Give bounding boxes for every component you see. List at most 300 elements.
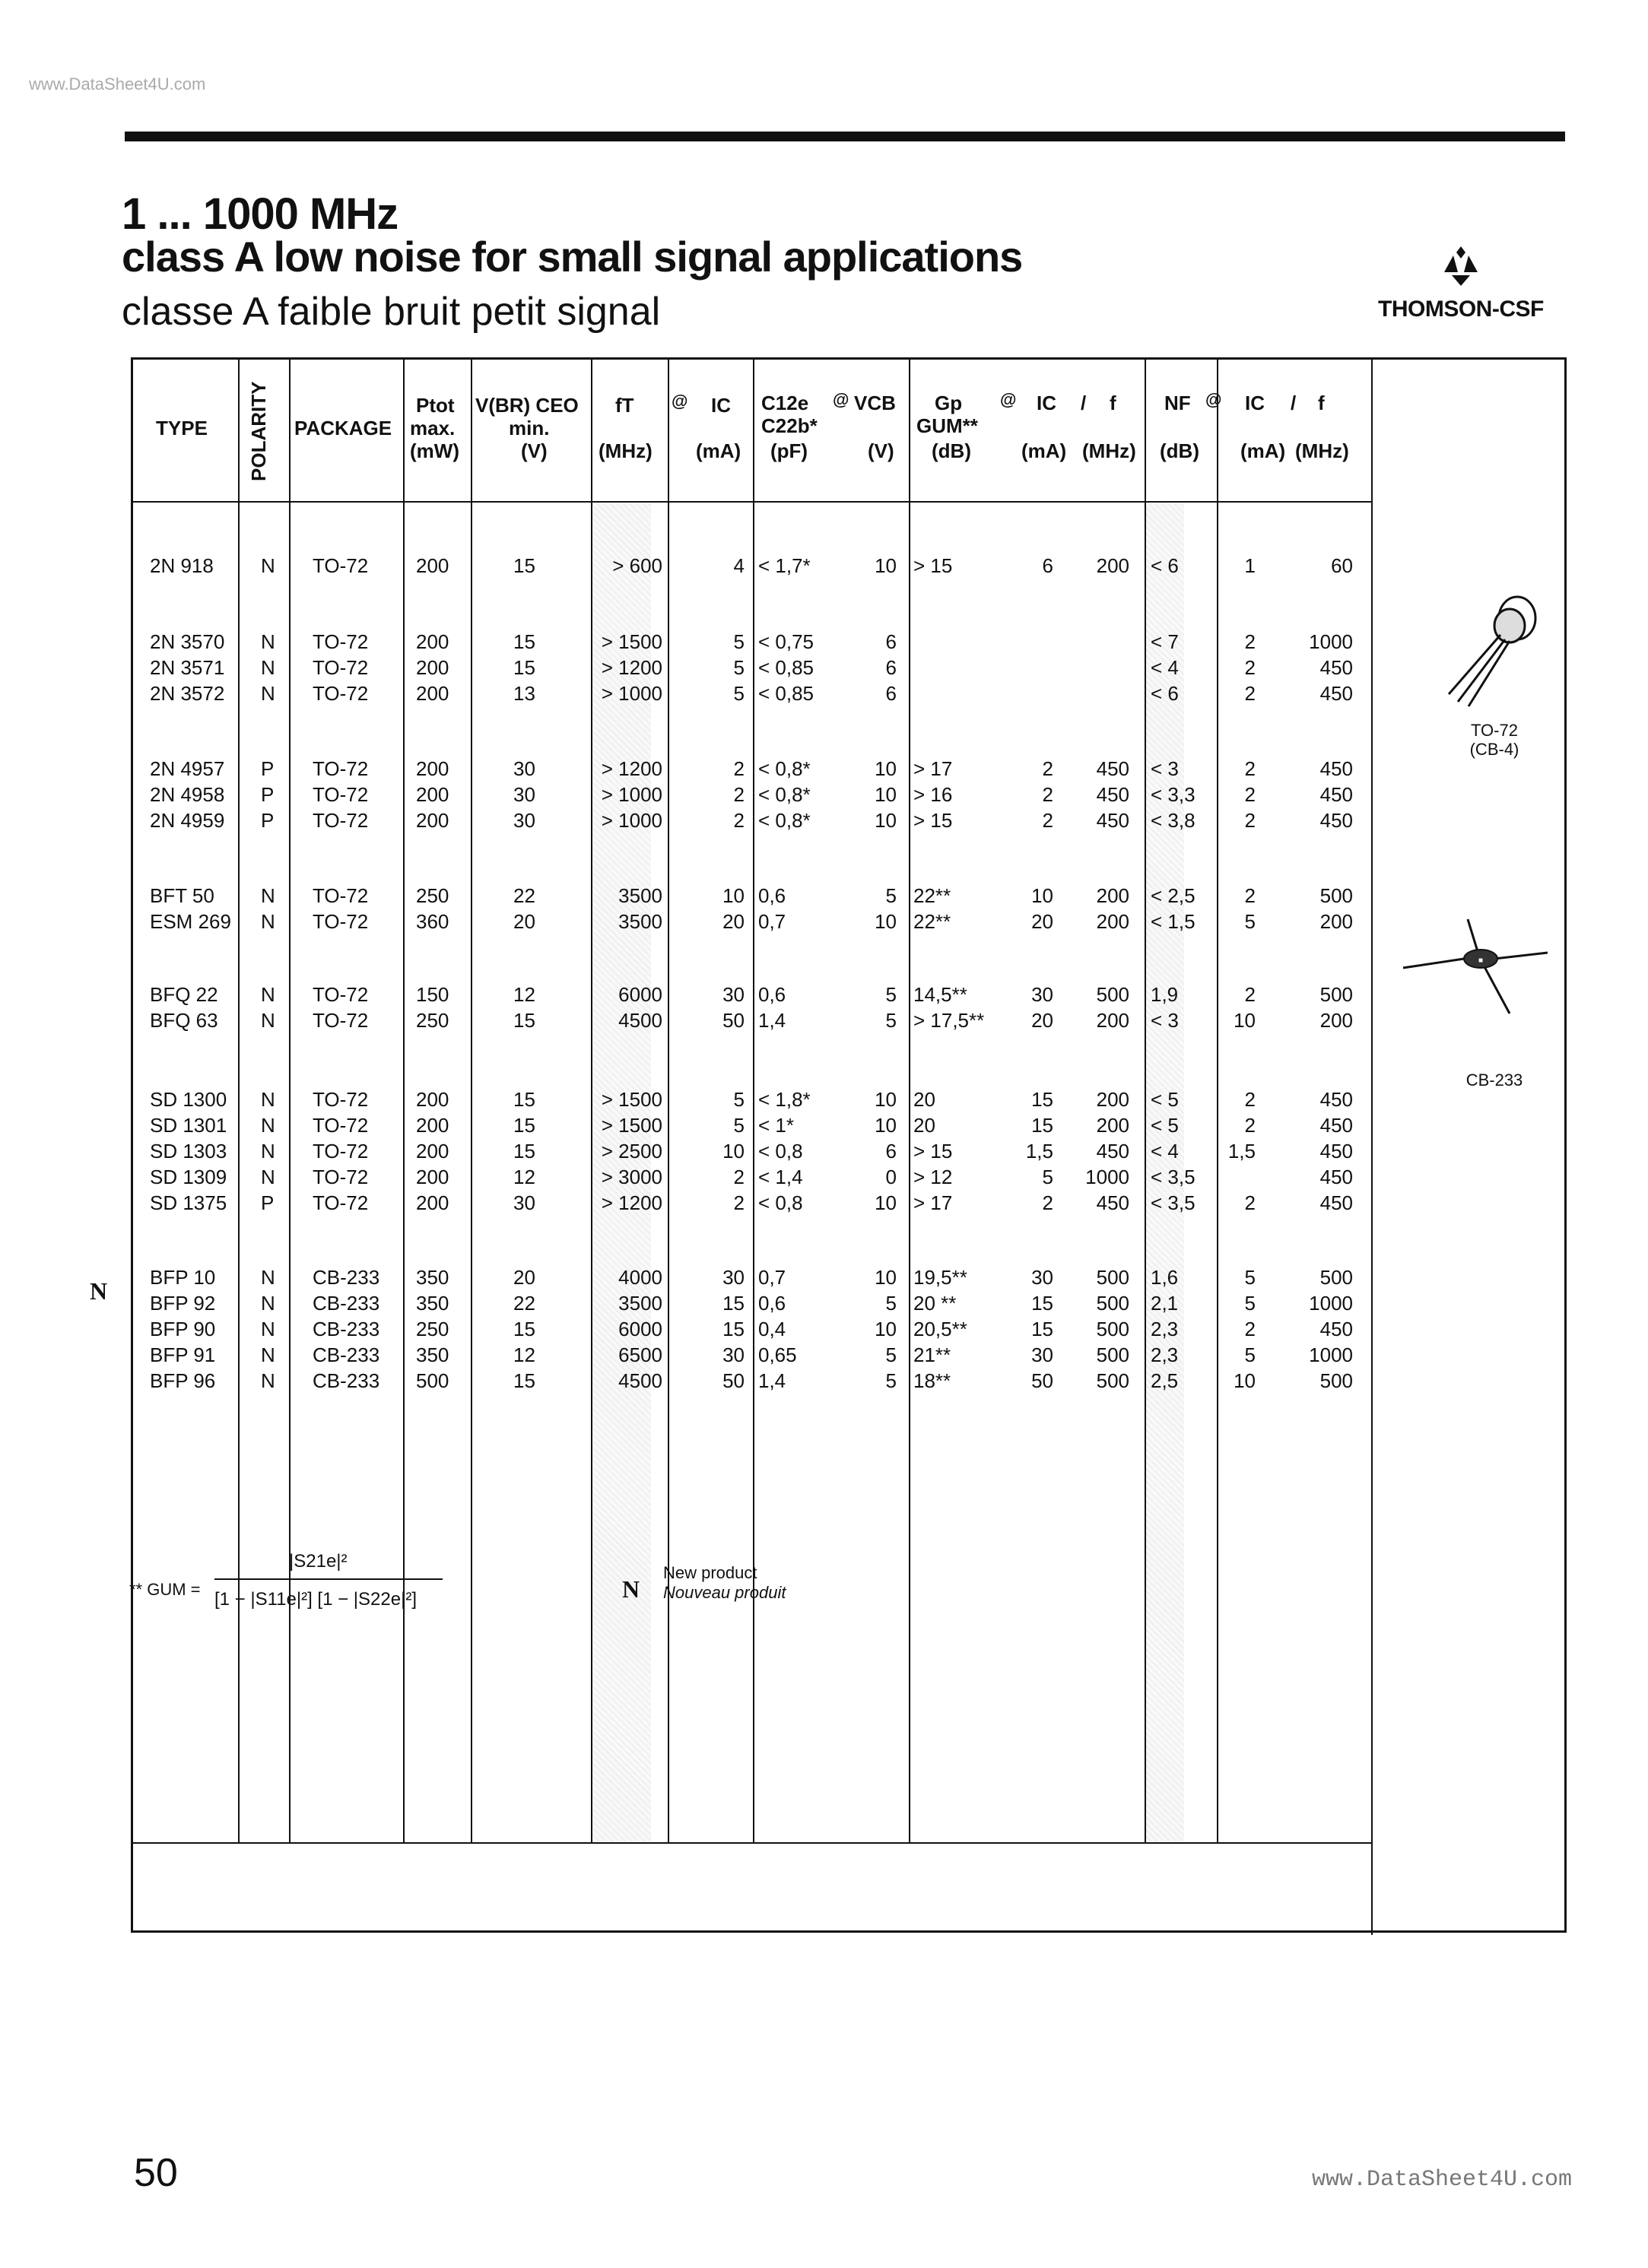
legend-symbol: N: [622, 1575, 640, 1603]
cell-pkg: TO-72: [313, 809, 369, 832]
col-divider: [471, 360, 472, 1844]
cell-pkg: CB-233: [313, 1343, 380, 1366]
cell-vbr: 15: [513, 1114, 535, 1137]
cell-c: 1,4: [758, 1369, 786, 1392]
cell-nff: 450: [1319, 1140, 1353, 1163]
header-type: TYPE: [156, 417, 208, 439]
cell-c: < 0,8*: [758, 783, 811, 806]
title-french: classe A faible bruit petit signal: [122, 290, 661, 334]
cell-vbr: 12: [513, 1166, 535, 1188]
cell-pkg: TO-72: [313, 1114, 369, 1137]
cell-ft: 3500: [618, 910, 662, 933]
cell-nf: < 7: [1151, 630, 1179, 653]
cell-ptot: 200: [416, 809, 449, 832]
cell-pol: N: [261, 1140, 275, 1163]
cell-gpic: 15: [1031, 1114, 1053, 1137]
cell-nff: 450: [1319, 682, 1353, 705]
cell-pkg: TO-72: [313, 783, 369, 806]
cell-nfic: 1,5: [1227, 1140, 1256, 1163]
cell-vbr: 15: [513, 1140, 535, 1163]
cell-gp: 20: [913, 1114, 935, 1137]
cell-ptot: 250: [416, 1318, 449, 1340]
header-vbr: V(BR) CEO: [475, 394, 579, 417]
cell-vbr: 30: [513, 783, 535, 806]
cell-vcb: 6: [885, 656, 897, 679]
cell-ic: 2: [733, 1166, 745, 1188]
cell-gpic: 15: [1031, 1318, 1053, 1340]
col-divider: [591, 360, 592, 1844]
col-divider: [403, 360, 405, 1844]
cell-type: BFQ 22: [150, 983, 218, 1006]
cell-vbr: 30: [513, 809, 535, 832]
cell-pol: P: [261, 783, 275, 806]
table-bottom-divider: [133, 1842, 1371, 1844]
cell-vbr: 15: [513, 630, 535, 653]
cell-vbr: 22: [513, 1292, 535, 1315]
cell-pkg: TO-72: [313, 656, 369, 679]
cell-pol: N: [261, 884, 275, 907]
cell-vcb: 10: [875, 1114, 897, 1137]
formula-fraction-bar: [214, 1578, 443, 1580]
cell-vbr: 15: [513, 656, 535, 679]
header-gp-slash: /: [1081, 392, 1087, 414]
cell-nf: < 4: [1151, 656, 1179, 679]
cell-ic: 5: [733, 630, 745, 653]
header-nf-slash: /: [1291, 392, 1297, 414]
cell-nf: < 4: [1151, 1140, 1179, 1163]
header-nf-at: @: [1205, 390, 1222, 409]
cell-nfic: 2: [1244, 1088, 1256, 1111]
cell-c: < 1,8*: [758, 1088, 811, 1111]
cell-ptot: 350: [416, 1343, 449, 1366]
header-nf: NF: [1164, 392, 1191, 414]
cell-nf: < 3: [1151, 757, 1179, 780]
cell-nff: 450: [1319, 1191, 1353, 1214]
header-c-at: @: [833, 390, 849, 409]
cell-nfic: 5: [1244, 1292, 1256, 1315]
cell-pol: N: [261, 1318, 275, 1340]
cell-pol: N: [261, 1114, 275, 1137]
cell-c: < 0,8: [758, 1140, 803, 1163]
cell-ic: 5: [733, 656, 745, 679]
cell-vcb: 10: [875, 1266, 897, 1289]
cell-vbr: 30: [513, 1191, 535, 1214]
header-nf-f-unit: (MHz): [1295, 439, 1349, 462]
cell-type: 2N 4958: [150, 783, 225, 806]
cell-ptot: 350: [416, 1292, 449, 1315]
cell-ft: > 1200: [601, 656, 662, 679]
header-ic: IC: [711, 394, 731, 417]
cell-vbr: 30: [513, 757, 535, 780]
cell-type: 2N 3571: [150, 656, 225, 679]
cell-pkg: TO-72: [313, 1009, 369, 1032]
cell-type: SD 1375: [150, 1191, 227, 1214]
cell-nf: < 2,5: [1151, 884, 1196, 907]
cell-ic: 5: [733, 1114, 745, 1137]
title-frequency: 1 ... 1000 MHz: [122, 189, 399, 239]
formula-label: ** GUM =: [129, 1580, 201, 1599]
cell-vbr: 15: [513, 1088, 535, 1111]
cell-gpic: 2: [1042, 1191, 1053, 1214]
cell-ic: 4: [733, 554, 745, 577]
cell-gpf: 450: [1096, 757, 1129, 780]
cell-nf: < 5: [1151, 1088, 1179, 1111]
footer-url: www.DataSheet4U.com: [1312, 2167, 1573, 2193]
cell-vcb: 5: [885, 983, 897, 1006]
to72-package-icon: [1434, 588, 1548, 709]
cell-ic: 10: [722, 884, 745, 907]
cell-vcb: 10: [875, 554, 897, 577]
cell-gp: 20 **: [913, 1292, 957, 1315]
cell-gp: 21**: [913, 1343, 951, 1366]
cell-ft: 6000: [618, 1318, 662, 1340]
cell-nfic: 2: [1244, 656, 1256, 679]
cell-gp: 18**: [913, 1369, 951, 1392]
cell-ft: > 1000: [601, 783, 662, 806]
cell-vcb: 6: [885, 682, 897, 705]
cell-pol: N: [261, 1292, 275, 1315]
cell-c: < 0,8*: [758, 809, 811, 832]
cell-ptot: 200: [416, 1140, 449, 1163]
cell-gp: > 15: [913, 809, 953, 832]
cell-ft: 4000: [618, 1266, 662, 1289]
cell-c: < 0,85: [758, 682, 814, 705]
cell-gp: 20: [913, 1088, 935, 1111]
cell-gp: > 15: [913, 554, 953, 577]
cell-pol: P: [261, 1191, 275, 1214]
cell-type: 2N 918: [150, 554, 214, 577]
cell-gpic: 2: [1042, 783, 1053, 806]
col-divider: [1145, 360, 1146, 1844]
cell-gp: 22**: [913, 910, 951, 933]
cell-nfic: 10: [1234, 1009, 1256, 1032]
cell-ft: > 3000: [601, 1166, 662, 1188]
header-gp-f: f: [1110, 392, 1116, 414]
header-vbr-sub: min.: [509, 417, 550, 439]
cell-vcb: 10: [875, 1088, 897, 1111]
cell-nff: 1000: [1309, 1343, 1353, 1366]
thomson-logo-icon: [1440, 245, 1482, 287]
cell-c: < 0,8*: [758, 757, 811, 780]
cell-nfic: 10: [1234, 1369, 1256, 1392]
header-gum: GUM**: [916, 414, 978, 437]
cell-nff: 450: [1319, 783, 1353, 806]
header-divider: [133, 501, 1371, 503]
cell-c: < 0,85: [758, 656, 814, 679]
col-divider: [753, 360, 754, 1844]
cell-type: SD 1300: [150, 1088, 227, 1111]
cell-ic: 2: [733, 809, 745, 832]
cell-ptot: 200: [416, 1088, 449, 1111]
page-number: 50: [134, 2151, 178, 2195]
header-ft: fT: [615, 394, 634, 417]
cell-nfic: 2: [1244, 682, 1256, 705]
header-gp-at: @: [1000, 390, 1017, 409]
cell-c: < 1,4: [758, 1166, 803, 1188]
cell-ic: 10: [722, 1140, 745, 1163]
cell-ft: > 1000: [601, 682, 662, 705]
header-ic-at: @: [672, 392, 688, 411]
cell-nfic: 1: [1244, 554, 1256, 577]
cell-ft: > 1000: [601, 809, 662, 832]
cell-gpic: 5: [1042, 1166, 1053, 1188]
cell-gp: 22**: [913, 884, 951, 907]
cell-ft: 4500: [618, 1369, 662, 1392]
legend-text: [663, 1563, 786, 1603]
cell-c: 0,65: [758, 1343, 797, 1366]
cell-vbr: 22: [513, 884, 535, 907]
col-divider: [1217, 360, 1218, 1844]
cell-ic: 30: [722, 1266, 745, 1289]
cell-nf: 1,6: [1151, 1266, 1179, 1289]
cell-vcb: 10: [875, 1191, 897, 1214]
cell-vcb: 5: [885, 1343, 897, 1366]
col-divider: [668, 360, 669, 1844]
cell-nfic: 2: [1244, 783, 1256, 806]
cell-vcb: 10: [875, 1318, 897, 1340]
cell-ic: 20: [722, 910, 745, 933]
cell-nf: < 3,3: [1151, 783, 1196, 806]
cell-c: < 0,8: [758, 1191, 803, 1214]
cell-ft: 3500: [618, 1292, 662, 1315]
cell-ft: 4500: [618, 1009, 662, 1032]
cell-ic: 2: [733, 783, 745, 806]
cell-pol: N: [261, 1009, 275, 1032]
cell-nff: 1000: [1309, 1292, 1353, 1315]
cell-nff: 500: [1319, 1266, 1353, 1289]
cell-nfic: 2: [1244, 809, 1256, 832]
cell-pkg: TO-72: [313, 910, 369, 933]
cell-nff: 200: [1319, 910, 1353, 933]
header-vcb: VCB: [854, 392, 896, 414]
cell-nfic: 5: [1244, 1343, 1256, 1366]
header-c-unit: (pF): [770, 439, 808, 462]
cell-ptot: 500: [416, 1369, 449, 1392]
cell-vcb: 10: [875, 910, 897, 933]
cell-ft: > 1500: [601, 1088, 662, 1111]
cell-ic: 2: [733, 1191, 745, 1214]
cell-ft: > 600: [612, 554, 662, 577]
cell-gpf: 200: [1096, 910, 1129, 933]
cell-gpf: 450: [1096, 1140, 1129, 1163]
cell-nfic: 2: [1244, 1114, 1256, 1137]
formula-numerator: |S21e|²: [289, 1551, 348, 1572]
cell-c: 0,6: [758, 1292, 786, 1315]
cell-vcb: 10: [875, 757, 897, 780]
cell-ic: 30: [722, 1343, 745, 1366]
header-polarity: POLARITY: [247, 381, 270, 481]
cell-gpf: 200: [1096, 1114, 1129, 1137]
cell-ptot: 360: [416, 910, 449, 933]
cell-nff: 450: [1319, 809, 1353, 832]
col-divider: [289, 360, 291, 1844]
cell-gpf: 500: [1096, 983, 1129, 1006]
cell-pkg: CB-233: [313, 1369, 380, 1392]
header-gp-unit: (dB): [932, 439, 971, 462]
cb233-package-icon: [1396, 915, 1563, 1021]
cell-gpf: 500: [1096, 1318, 1129, 1340]
cell-gpic: 20: [1031, 910, 1053, 933]
cell-type: 2N 4959: [150, 809, 225, 832]
cell-type: BFQ 63: [150, 1009, 218, 1032]
cell-pol: N: [261, 1266, 275, 1289]
cell-type: BFT 50: [150, 884, 214, 907]
cell-pkg: TO-72: [313, 884, 369, 907]
cell-nff: 500: [1319, 1369, 1353, 1392]
cell-pol: N: [261, 910, 275, 933]
cell-ft: 6000: [618, 983, 662, 1006]
cell-pkg: CB-233: [313, 1266, 380, 1289]
cell-nfic: 2: [1244, 1318, 1256, 1340]
cell-gp: > 15: [913, 1140, 953, 1163]
cell-nf: < 3,8: [1151, 809, 1196, 832]
cell-nf: < 3,5: [1151, 1166, 1196, 1188]
cell-gp: > 17: [913, 1191, 953, 1214]
cell-nf: < 3: [1151, 1009, 1179, 1032]
cell-nf: 2,3: [1151, 1343, 1179, 1366]
cell-gpic: 20: [1031, 1009, 1053, 1032]
cell-type: 2N 3572: [150, 682, 225, 705]
cell-gp: > 16: [913, 783, 953, 806]
top-rule: [125, 132, 1565, 141]
cell-ic: 15: [722, 1292, 745, 1315]
cell-ic: 15: [722, 1318, 745, 1340]
cell-type: BFP 90: [150, 1318, 216, 1340]
header-gp-ic: IC: [1037, 392, 1056, 414]
cell-nff: 450: [1319, 1166, 1353, 1188]
cell-vbr: 15: [513, 554, 535, 577]
cell-nf: 2,3: [1151, 1318, 1179, 1340]
cell-pkg: TO-72: [313, 682, 369, 705]
cell-vcb: 10: [875, 809, 897, 832]
cell-gpic: 30: [1031, 1343, 1053, 1366]
cell-gpic: 15: [1031, 1088, 1053, 1111]
col-divider: [1371, 360, 1373, 1935]
cell-gpic: 15: [1031, 1292, 1053, 1315]
cell-pkg: TO-72: [313, 1191, 369, 1214]
cell-ptot: 200: [416, 783, 449, 806]
cell-nff: 450: [1319, 656, 1353, 679]
cell-pkg: CB-233: [313, 1318, 380, 1340]
cell-gpic: 30: [1031, 1266, 1053, 1289]
header-vcb-unit: (V): [868, 439, 894, 462]
cell-gpf: 200: [1096, 1009, 1129, 1032]
brand-name: THOMSON-CSF: [1378, 297, 1544, 322]
header-ft-unit: (MHz): [599, 439, 653, 462]
cell-pol: N: [261, 983, 275, 1006]
cell-ic: 5: [733, 682, 745, 705]
cell-type: BFP 91: [150, 1343, 216, 1366]
cell-gpf: 1000: [1085, 1166, 1129, 1188]
cell-ptot: 150: [416, 983, 449, 1006]
cell-ft: > 1200: [601, 757, 662, 780]
cell-vcb: 6: [885, 1140, 897, 1163]
title-english: class A low noise for small signal applications: [122, 233, 1023, 281]
cell-type: BFP 10: [150, 1266, 216, 1289]
cell-vcb: 10: [875, 783, 897, 806]
cell-ptot: 200: [416, 656, 449, 679]
cell-ft: > 1500: [601, 1114, 662, 1137]
cell-nff: 200: [1319, 1009, 1353, 1032]
formula-denominator: [1 − |S11e|²] [1 − |S22e|²]: [214, 1589, 417, 1610]
cell-c: 0,6: [758, 983, 786, 1006]
cell-vcb: 5: [885, 884, 897, 907]
cell-type: 2N 3570: [150, 630, 225, 653]
cell-ic: 2: [733, 757, 745, 780]
col-divider: [909, 360, 910, 1844]
cell-ptot: 250: [416, 1009, 449, 1032]
legend-line-english: New product: [663, 1563, 757, 1582]
cell-pol: N: [261, 1343, 275, 1366]
cell-pkg: TO-72: [313, 1088, 369, 1111]
header-nf-unit: (dB): [1160, 439, 1199, 462]
cell-nff: 500: [1319, 983, 1353, 1006]
cell-ptot: 200: [416, 757, 449, 780]
cell-gp: 14,5**: [913, 983, 967, 1006]
cell-gp: 19,5**: [913, 1266, 967, 1289]
cell-pkg: TO-72: [313, 554, 369, 577]
cell-type: SD 1303: [150, 1140, 227, 1163]
cell-nff: 60: [1331, 554, 1353, 577]
cell-pol: N: [261, 682, 275, 705]
cell-c: < 0,75: [758, 630, 814, 653]
header-ptot-unit: (mW): [410, 439, 459, 462]
header-ptot: Ptot: [416, 394, 455, 417]
header-nf-ic-unit: (mA): [1240, 439, 1286, 462]
cell-ft: > 1500: [601, 630, 662, 653]
cell-c: 0,4: [758, 1318, 786, 1340]
cell-type: SD 1309: [150, 1166, 227, 1188]
cell-pol: N: [261, 656, 275, 679]
cell-c: 0,7: [758, 910, 786, 933]
cell-c: 0,6: [758, 884, 786, 907]
cell-nf: < 3,5: [1151, 1191, 1196, 1214]
cell-vcb: 5: [885, 1009, 897, 1032]
header-gp-ic-unit: (mA): [1021, 439, 1067, 462]
to72-caption-alt: (CB-4): [1469, 740, 1519, 759]
cell-nf: 2,1: [1151, 1292, 1179, 1315]
cell-nf: 1,9: [1151, 983, 1179, 1006]
cell-nfic: 2: [1244, 1191, 1256, 1214]
cell-vcb: 5: [885, 1292, 897, 1315]
cell-gpic: 1,5: [1025, 1140, 1053, 1163]
cell-gpf: 200: [1096, 884, 1129, 907]
cell-nff: 450: [1319, 757, 1353, 780]
header-c22: C22b*: [761, 414, 818, 437]
cell-vcb: 5: [885, 1369, 897, 1392]
header-nf-f: f: [1318, 392, 1325, 414]
header-ic-unit: (mA): [696, 439, 741, 462]
cell-ft: 3500: [618, 884, 662, 907]
svg-text:■: ■: [1478, 956, 1484, 965]
cell-gp: > 17: [913, 757, 953, 780]
cell-vbr: 12: [513, 1343, 535, 1366]
legend-line-french: Nouveau produit: [663, 1583, 786, 1602]
cell-ptot: 200: [416, 554, 449, 577]
cell-nff: 1000: [1309, 630, 1353, 653]
cell-pol: P: [261, 757, 275, 780]
col-divider: [238, 360, 240, 1844]
cell-gpic: 30: [1031, 983, 1053, 1006]
header-c12: C12e: [761, 392, 809, 414]
cell-gpf: 450: [1096, 783, 1129, 806]
to72-caption: TO-72: [1471, 721, 1518, 740]
cell-type: BFP 92: [150, 1292, 216, 1315]
cell-pkg: CB-233: [313, 1292, 380, 1315]
cell-c: < 1*: [758, 1114, 794, 1137]
cell-nf: 2,5: [1151, 1369, 1179, 1392]
cell-pol: N: [261, 1088, 275, 1111]
